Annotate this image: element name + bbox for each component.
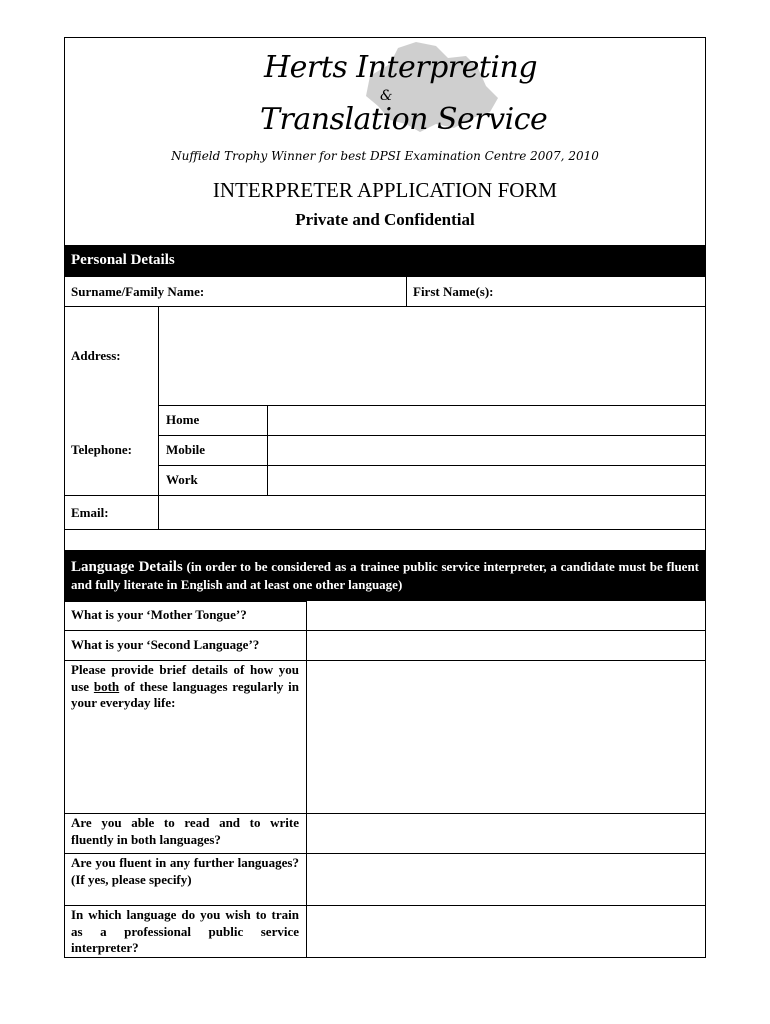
language-details-header xyxy=(64,550,706,601)
logo-line-2: Translation Service xyxy=(260,102,548,137)
telephone-label: Telephone: xyxy=(71,442,132,457)
divider xyxy=(64,529,706,530)
second-language-input[interactable] xyxy=(306,630,706,661)
email-input[interactable] xyxy=(158,495,706,530)
mobile-phone-input[interactable] xyxy=(267,435,706,466)
personal-details-header xyxy=(64,245,706,276)
language-usage-question-part1: Please provide brief details of how you use xyxy=(71,662,299,694)
personal-details-heading: Personal Details xyxy=(71,252,175,268)
read-write-input[interactable] xyxy=(306,813,706,854)
further-languages-input[interactable] xyxy=(306,853,706,906)
logo-ampersand: & xyxy=(380,88,393,104)
address-label: Address: xyxy=(71,348,121,363)
page-subtitle: Private and Confidential xyxy=(295,210,475,229)
page-title: INTERPRETER APPLICATION FORM xyxy=(212,178,558,202)
read-write-question: Are you able to read and to write fluently in both languages? xyxy=(71,815,299,847)
language-usage-question xyxy=(71,662,299,712)
second-language-question: What is your ‘Second Language’? xyxy=(71,637,260,652)
further-languages-question: Are you fluent in any further languages? (If yes, please specify) xyxy=(71,855,299,887)
logo xyxy=(240,40,548,148)
logo-line-1: Herts Interpreting xyxy=(264,50,538,85)
language-usage-question-emphasis: both xyxy=(93,678,120,694)
address-input[interactable] xyxy=(158,306,706,406)
mother-tongue-question: What is your ‘Mother Tongue’? xyxy=(71,607,247,622)
tagline: Nuffield Trophy Winner for best DPSI Examination Centre 2007, 2010 xyxy=(171,149,599,163)
email-label: Email: xyxy=(71,505,109,520)
training-language-question: In which language do you wish to train as a professional public service interpreter? xyxy=(71,907,299,955)
mother-tongue-input[interactable] xyxy=(306,600,706,631)
language-details-heading: Language Details xyxy=(71,559,183,575)
phone-type-mobile: Mobile xyxy=(166,442,205,457)
work-phone-input[interactable] xyxy=(267,465,706,496)
first-name-label: First Name(s): xyxy=(413,284,494,299)
phone-type-work: Work xyxy=(166,472,198,487)
surname-label: Surname/Family Name: xyxy=(71,284,205,299)
phone-type-home: Home xyxy=(166,412,200,427)
language-usage-input[interactable] xyxy=(306,660,706,814)
language-usage-question-part2: of these languages regularly in your everyday life: xyxy=(71,678,299,710)
training-language-input[interactable] xyxy=(306,905,706,958)
home-phone-input[interactable] xyxy=(267,405,706,436)
language-details-note: (in order to be considered as a trainee public service interpreter, a candidate must be fluent and fully literate in English and at least one other language) xyxy=(71,559,700,592)
